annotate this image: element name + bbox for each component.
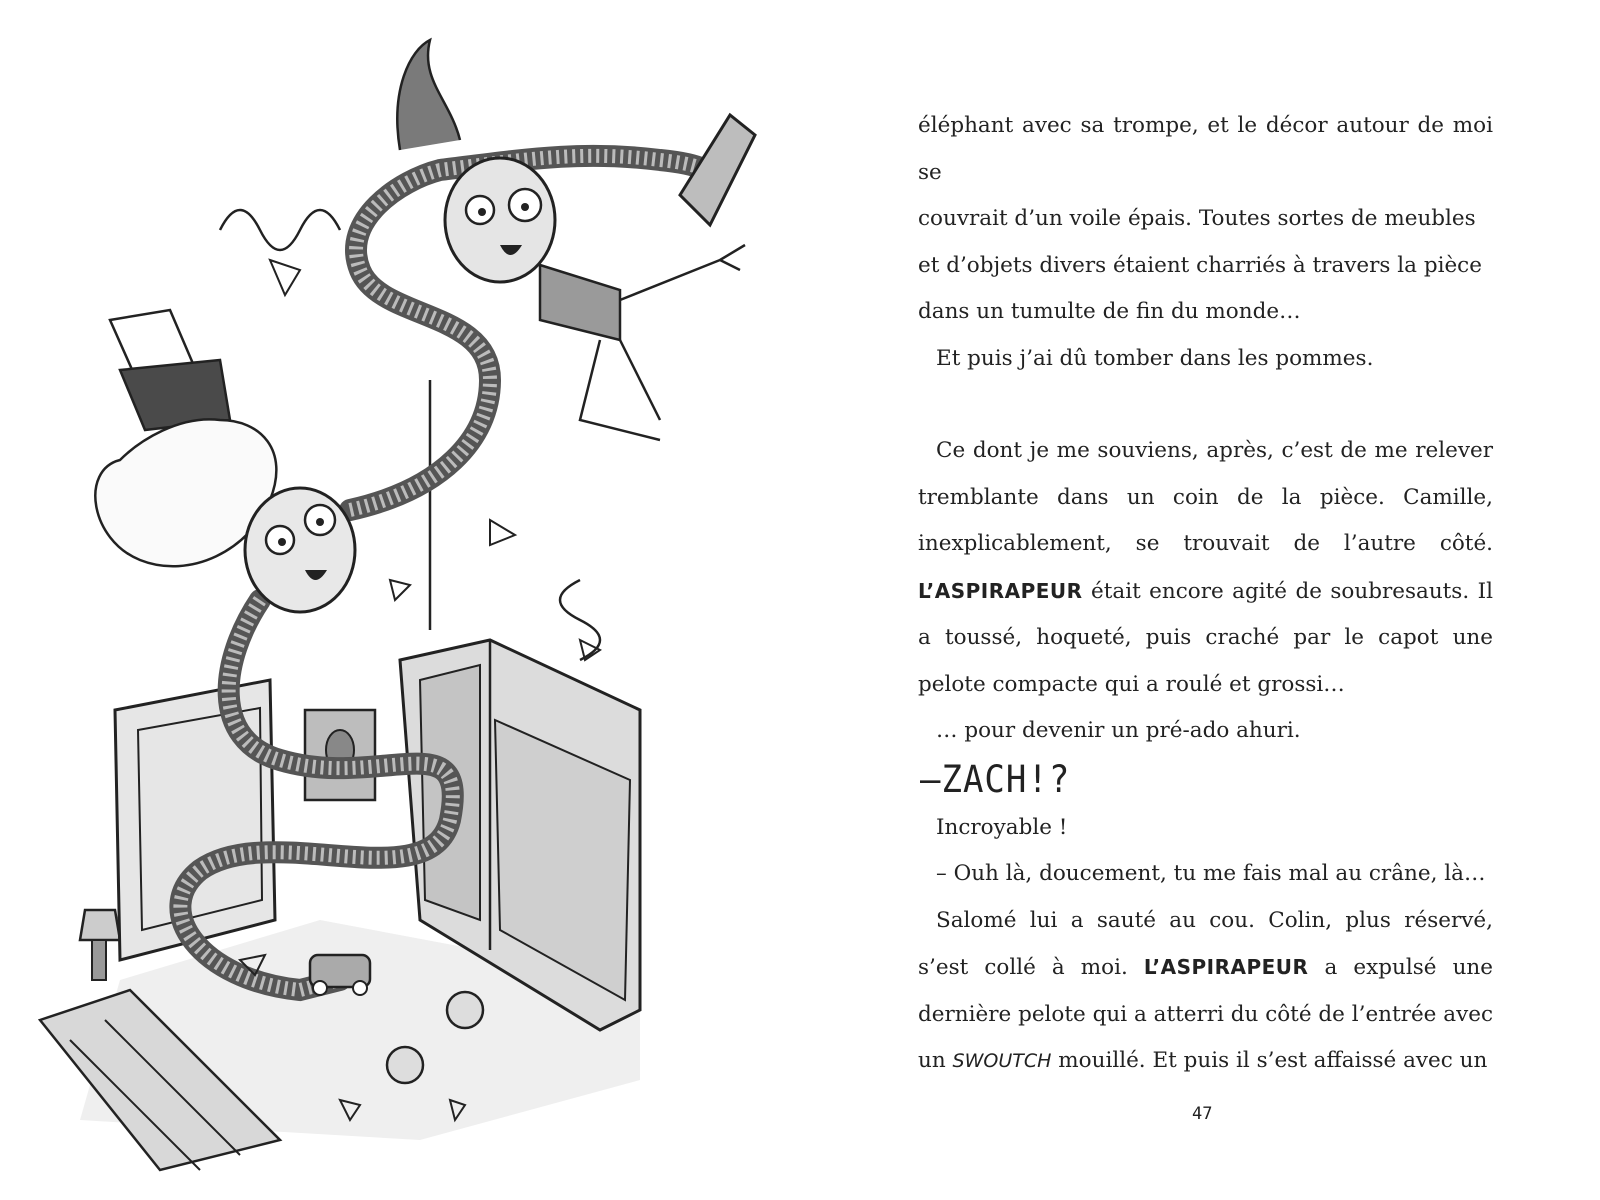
paragraph (918, 898, 1493, 1085)
paragraph-line: et d’objets divers étaient charriés à travers la pièce (918, 252, 1482, 278)
sound-effect: SWOUTCH (952, 1050, 1052, 1072)
page-number: 47 (1192, 1104, 1213, 1124)
paragraph-text: était encore agité de soubresauts. Il a toussé, hoqueté, puis craché par le capot une pelote compacte qui a roulé et grossi… (918, 578, 1493, 697)
paragraph-text: Ce dont je me souviens, après, c’est de me relever tremblante dans un coin de la pièce. Camille, inexplicablement, se trouvait de l’autre côté. (918, 438, 1493, 556)
paragraph: Incroyable ! (936, 814, 1068, 840)
brand-name: L’ASPIRAPEUR (1143, 955, 1309, 979)
brand-name: L’ASPIRAPEUR (918, 578, 1083, 603)
paragraph-line: éléphant avec sa trompe, et le décor autour de moi se (918, 113, 1493, 185)
shout-text: –ZACH!? (920, 757, 1071, 802)
section-break (918, 382, 1493, 428)
vacuum-chaos-drawing (20, 20, 820, 1180)
paragraph-text: mouillé. Et puis il s’est affaissé avec un (1058, 1048, 1488, 1073)
illustration (20, 20, 820, 1180)
paragraph-line: dans un tumulte de fin du monde… (918, 299, 1301, 324)
paragraph-text: Salomé lui a sauté au cou. Colin, plus réservé, s’est collé à moi. (918, 907, 1493, 980)
paragraph-line: couvrait d’un voile épais. Toutes sortes de meubles (918, 206, 1476, 231)
paragraph: – Ouh là, doucement, tu me fais mal au crâne, là… (936, 861, 1486, 886)
paragraph: Et puis j’ai dû tomber dans les pommes. (936, 345, 1374, 371)
paragraph: … pour devenir un pré-ado ahuri. (936, 718, 1301, 743)
paragraph-text: a expulsé une dernière pelote qui a atterri du côté de l’entrée avec un (918, 955, 1493, 1073)
text-page (918, 103, 1493, 1085)
paragraph (918, 428, 1493, 708)
